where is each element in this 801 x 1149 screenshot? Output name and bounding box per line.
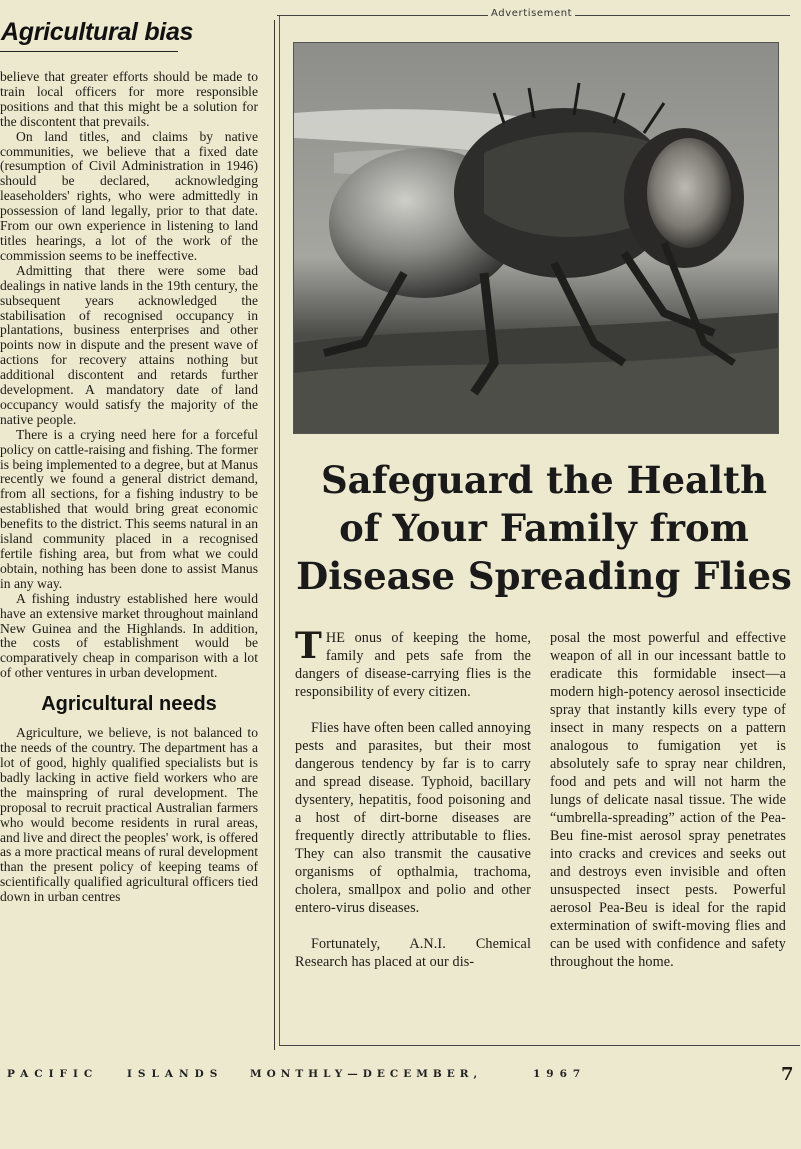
footer-word: PACIFIC xyxy=(7,1068,99,1080)
page-footer xyxy=(7,1068,801,1088)
section-title-agricultural-needs: Agricultural needs xyxy=(41,693,217,716)
article-column xyxy=(0,18,258,905)
footer-word: MONTHLY—DECEMBER, xyxy=(250,1068,483,1080)
article-paragraph: believe that greater efforts should be made to train local officers for more responsible positions and that this might be a solution for the discontent that prevails. xyxy=(0,69,258,129)
fly-photograph xyxy=(293,42,779,434)
article-paragraph: Agriculture, we believe, is not balanced to the needs of the country. The department has a lot of good, highly qualified specialists but is badly lacking in active field workers who are the mainspring of rural development. The proposal to recruit practical Australian farmers who would become residents in rural areas, and live and direct the peoples' work, is offered as a more practical means of rural development than the present policy of keeping teams of scientifically qualified agricultural officers tied down in urban centres xyxy=(0,725,258,905)
article-paragraph: There is a crying need here for a forceful policy on cattle-raising and fishing. The former is being implemented to a degree, but at Manus recently we found a general district demand, from all sections, for a fishing industry to be established that would bring great economic benefits to the district. This seems natural in an island community placed in a recognised fertile fishing area, but from what we could obtain, nothing has been done to assist Manus in any way. xyxy=(0,426,258,591)
advertisement-paragraph xyxy=(295,625,531,701)
page-number: 7 xyxy=(781,1064,794,1085)
advertisement-paragraph: Fortunately, A.N.I. Chemical Research has placed at our dis- xyxy=(295,936,531,970)
advertisement-left-rule xyxy=(279,16,280,1046)
advertisement-paragraph: posal the most powerful and effective weapon of all in our incessant battle to eradicate this formidable insect—a modern high-potency aerosol insecticide spray that instantly kills every type of insect in many respects on a pattern analogous to fumigation yet is absolutely safe to spray near children, food and pets and will not harm the lungs of delicate nasal tissue. The wide “umbrella-spreading” action of the Pea-Beu fine-mist aerosol spray penetrates into cracks and crevices and seeks out and destroys even invisible and often unsuspected insect pests. Powerful aerosol Pea-Beu is ideal for the rapid extermination of swift-moving flies and can be used with confidence and safety throughout the home. xyxy=(550,630,786,970)
paragraph-text: HE onus of keeping the home, family and pets safe from the dangers of disease-carrying flies is the responsibility of every citizen. xyxy=(295,630,531,700)
advertisement-bottom-rule xyxy=(279,1045,800,1046)
advertisement-column-left xyxy=(295,625,531,989)
drop-cap: T xyxy=(295,625,322,667)
section-title-agricultural-bias: Agricultural bias xyxy=(1,18,194,46)
footer-year: 1967 xyxy=(533,1068,587,1080)
advertisement-paragraph: Flies have often been called annoying pests and parasites, but their most dangerous tendency by far is to carry and spread disease. Typhoid, bacillary dysentery, hepatitis, food poisoning and a host of dirt-borne diseases are frequently directly attributable to flies. They can also transmit the causative organisms of opthalmia, trachoma, cholera, smallpox and polio and other entero-virus diseases. xyxy=(295,720,531,916)
advertisement-headline xyxy=(294,456,794,600)
headline-line: Disease Spreading Flies xyxy=(296,554,792,598)
footer-word: ISLANDS xyxy=(127,1068,224,1080)
article-paragraph: A fishing industry established here would have an extensive market throughout mainland New Guinea and the Highlands. In addition, the costs of establishment would be comparatively cheap in comparison with a lot of other ventures in urban development. xyxy=(0,590,258,681)
article-paragraph: On land titles, and claims by native communities, we believe that a fixed date (resumption of Civil Administration in 1946) should be declared, acknowledging leaseholders' rights, who were admittedly in possession of land legally, prior to that date. From our own experience in listening to land titles hearings, a lot of the work of the commission seems to be ineffective. xyxy=(0,128,258,263)
title-underline xyxy=(0,51,178,52)
advertisement-label: Advertisement xyxy=(488,8,575,19)
article-paragraph: Admitting that there were some bad dealings in native lands in the 19th century, the subsequent years acknowledged the stabilisation of recognised occupancy in plantations, business enterprises and other points now in dispute and the present wave of actions for recovery attains nothing but additional discontent and retards further development. A mandatory date of land occupancy would satisfy the majority of the native people. xyxy=(0,262,258,427)
headline-line: Safeguard the Health xyxy=(320,458,768,502)
advertisement-column-right xyxy=(550,629,786,989)
headline-line: of Your Family from xyxy=(339,506,749,550)
column-divider xyxy=(274,20,275,1050)
